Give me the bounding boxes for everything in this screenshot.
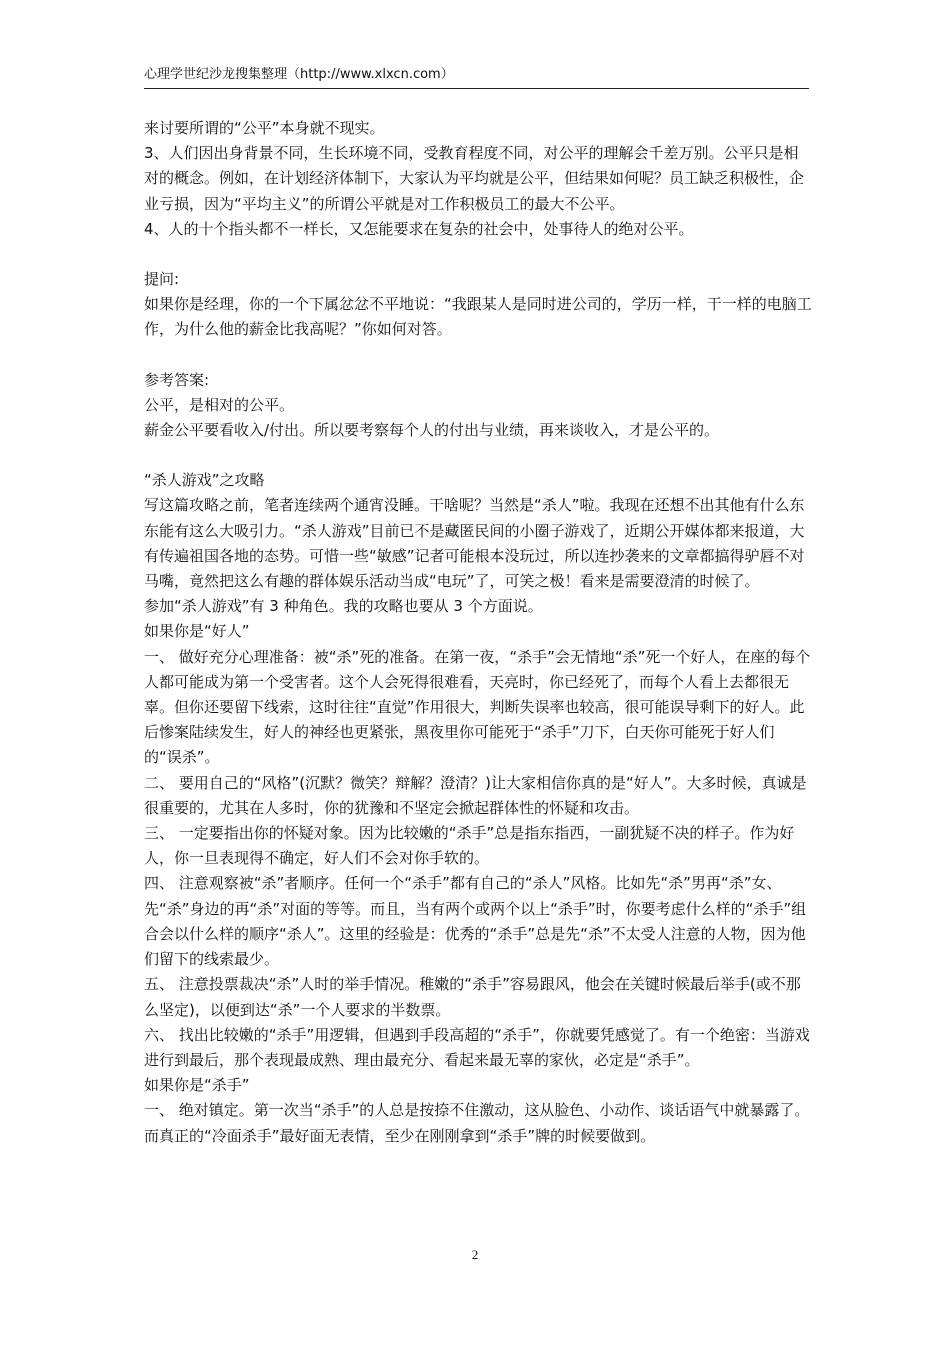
paragraph: 提问: <box>144 270 180 289</box>
list-item: 一、 绝对镇定。第一次当“杀手”的人总是按捺不住激动，这从脸色、小动作、谈话语气中就暴露了。而真正的“冷面杀手”最好面无表情，至少在刚刚拿到“杀手”牌的时候要做到。 <box>144 1101 810 1145</box>
blank-line <box>144 242 812 267</box>
list-item: 六、 找出比较嫩的“杀手”用逻辑，但遇到手段高超的“杀手”，你就要凭感觉了。有一个绝密：当游戏进行到最后，那个表现最成熟、理由最充分、看起来最无辜的家伙，必定是“杀手”。 <box>144 1025 810 1069</box>
page-header: 心理学世纪沙龙搜集整理（http://www.xlxcn.com） <box>144 66 809 89</box>
paragraph: 3、人们因出身背景不同，生长环境不同，受教育程度不同，对公平的理解会千差万别。公平只是相对的概念。例如，在计划经济体制下，大家认为平均就是公平，但结果如何呢？员工缺乏积极性，企业亏损，因为“平均主义”的所谓公平就是对工作积极员工的最大不公平。 <box>144 144 805 213</box>
list-item: 一、 做好充分心理准备：被“杀”死的准备。在第一夜，“杀手”会无情地“杀”死一个好人，在座的每个人都可能成为第一个受害者。这个人会死得很难看，天亮时，你已经死了，而每个人看上去都很无辜。但你还要留下线索，这时往往“直觉”作用很大，判断失误率也较高，很可能误导剩下的好人。此后惨案陆续发生，好人的神经也更紧张，黑夜里你可能死于“杀手”刀下，白天你可能死于好人们的“误杀”。 <box>144 647 811 767</box>
subheading: 如果你是“杀手” <box>144 1076 250 1095</box>
paragraph: 参考答案: <box>144 370 210 389</box>
blank-line <box>144 343 812 368</box>
document-body <box>144 116 812 1149</box>
list-item: 二、 要用自己的“风格”(沉默？微笑？辩解？澄清？)让大家相信你真的是“好人”。大多时候，真诚是很重要的，尤其在人多时，你的犹豫和不坚定会掀起群体性的怀疑和攻击。 <box>144 773 807 817</box>
page-number: 2 <box>471 1247 479 1262</box>
list-item: 四、 注意观察被“杀”者顺序。任何一个“杀手”都有自己的“杀人”风格。比如先“杀”男再“杀”女、先“杀”身边的再“杀”对面的等等。而且，当有两个或两个以上“杀手”时，你要考虑什么样的“杀手”组合会以什么样的顺序“杀人”。这里的经验是：优秀的“杀手”总是先“杀”不太受人注意的人物，因为他们留下的线索最少。 <box>144 874 807 969</box>
paragraph: 来讨要所谓的“公平”本身就不现实。 <box>144 119 385 137</box>
paragraph: 薪金公平要看收入/付出。所以要考察每个人的付出与业绩，再来谈收入，才是公平的。 <box>144 421 720 440</box>
subheading: 如果你是“好人” <box>144 622 250 641</box>
blank-line <box>144 443 812 468</box>
section-title: “杀人游戏”之攻略 <box>144 471 265 490</box>
list-item: 五、 注意投票裁决“杀”人时的举手情况。稚嫩的“杀手”容易跟风，他会在关键时候最后举手(或不那么坚定)，以便到达“杀”一个人要求的半数票。 <box>144 975 801 1019</box>
paragraph: 参加“杀人游戏”有 3 种角色。我的攻略也要从 3 个方面说。 <box>144 597 543 616</box>
paragraph: 如果你是经理，你的一个下属忿忿不平地说：“我跟某人是同时进公司的，学历一样，干一样的电脑工作，为什么他的薪金比我高呢？”你如何对答。 <box>144 295 812 339</box>
list-item: 三、 一定要指出你的怀疑对象。因为比较嫩的“杀手”总是指东指西，一副犹疑不决的样子。作为好人，你一旦表现得不确定，好人们不会对你手软的。 <box>144 824 795 868</box>
paragraph: 公平，是相对的公平。 <box>144 395 295 414</box>
paragraph: 写这篇攻略之前，笔者连续两个通宵没睡。干啥呢？当然是“杀人”啦。我现在还想不出其他有什么东东能有这么大吸引力。“杀人游戏”目前已不是藏匿民间的小圈子游戏了，近期公开媒体都来报道，大有传遍祖国各地的态势。可惜一些“敏感”记者可能根本没玩过，所以连抄袭来的文章都搞得驴唇不对马嘴，竟然把这么有趣的群体娱乐活动当成“电玩”了，可笑之极！看来是需要澄清的时候了。 <box>144 496 805 591</box>
paragraph: 4、人的十个指头都不一样长，又怎能要求在复杂的社会中，处事待人的绝对公平。 <box>144 219 694 238</box>
